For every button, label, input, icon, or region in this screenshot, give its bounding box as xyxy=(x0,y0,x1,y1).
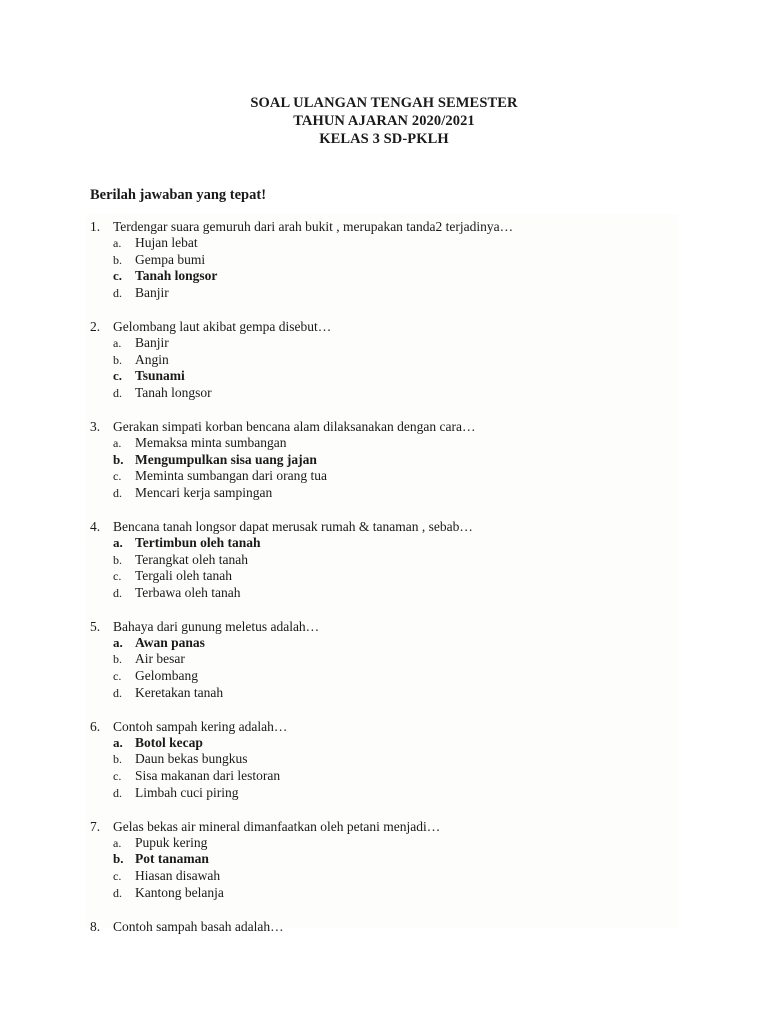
option-letter: a. xyxy=(113,634,123,650)
option-letter: d. xyxy=(113,885,122,900)
option-text: Memaksa minta sumbangan xyxy=(135,434,287,450)
option-text-answer: Mengumpulkan sisa uang jajan xyxy=(135,451,317,467)
option-text-answer: Tertimbun oleh tanah xyxy=(135,534,261,550)
option-letter: d. xyxy=(113,485,122,500)
question-1 xyxy=(90,218,670,301)
option-letter: c. xyxy=(113,769,122,784)
question-text: Gelombang laut akibat gempa disebut… xyxy=(113,318,332,334)
question-number: 6. xyxy=(90,718,101,734)
option-letter: d. xyxy=(113,585,122,600)
option-letter: b. xyxy=(113,752,122,767)
option-text: Gempa bumi xyxy=(135,251,206,267)
option-text: Mencari kerja sampingan xyxy=(135,484,273,500)
option-text: Banjir xyxy=(135,284,169,300)
option-text: Daun bekas bungkus xyxy=(135,751,248,767)
option-letter: b. xyxy=(113,451,124,467)
school-year: TAHUN AJARAN 2020/2021 xyxy=(293,113,475,129)
question-number: 2. xyxy=(90,318,101,334)
option-text: Gelombang xyxy=(135,668,198,684)
question-7 xyxy=(90,818,670,901)
question-number: 1. xyxy=(90,219,101,234)
class-label: KELAS 3 SD-PKLH xyxy=(319,131,449,147)
option-text: Meminta sumbangan dari orang tua xyxy=(135,468,327,484)
option-text: Air besar xyxy=(135,651,185,667)
option-letter: a. xyxy=(113,534,123,550)
option-text-answer: Tanah longsor xyxy=(135,268,218,284)
option-text-answer: Pot tanaman xyxy=(135,851,209,867)
option-text: Sisa makanan dari lestoran xyxy=(135,768,281,784)
question-3 xyxy=(90,418,670,501)
option-letter: d. xyxy=(113,285,122,300)
option-letter: d. xyxy=(113,685,122,700)
option-letter: c. xyxy=(113,669,122,684)
question-text: Bencana tanah longsor dapat merusak rumah & tanaman , sebab… xyxy=(113,518,473,534)
option-text-answer: Tsunami xyxy=(135,368,185,384)
option-text: Hujan lebat xyxy=(135,235,198,250)
question-2 xyxy=(90,318,670,401)
question-number: 3. xyxy=(90,418,101,434)
option-letter: a. xyxy=(113,236,122,250)
option-text: Limbah cuci piring xyxy=(135,784,239,800)
option-text: Kantong belanja xyxy=(135,884,224,900)
question-text: Gerakan simpati korban bencana alam dilaksanakan dengan cara… xyxy=(113,418,476,434)
question-6 xyxy=(90,718,670,801)
option-text: Banjir xyxy=(135,334,169,350)
option-text: Terangkat oleh tanah xyxy=(135,551,249,567)
question-list xyxy=(90,218,670,951)
question-number: 8. xyxy=(90,918,101,934)
question-text: Contoh sampah kering adalah… xyxy=(113,718,288,734)
option-letter: b. xyxy=(113,652,122,667)
question-text: Contoh sampah basah adalah… xyxy=(113,918,284,934)
option-letter: a. xyxy=(113,335,122,350)
option-letter: a. xyxy=(113,435,122,450)
question-4 xyxy=(90,518,670,601)
question-8 xyxy=(90,918,670,935)
option-text: Hiasan disawah xyxy=(135,868,221,883)
option-text: Keretakan tanah xyxy=(135,684,224,700)
option-text: Tergali oleh tanah xyxy=(135,568,233,584)
question-number: 5. xyxy=(90,618,101,634)
option-letter: b. xyxy=(113,352,122,367)
option-letter: c. xyxy=(113,869,122,883)
question-number: 4. xyxy=(90,518,101,534)
option-letter: a. xyxy=(113,734,123,750)
option-letter: d. xyxy=(113,785,122,800)
question-5 xyxy=(90,618,670,701)
option-text: Tanah longsor xyxy=(135,384,212,400)
exam-title: SOAL ULANGAN TENGAH SEMESTER xyxy=(250,95,518,111)
question-text: Gelas bekas air mineral dimanfaatkan oleh petani menjadi… xyxy=(113,818,441,834)
option-letter: c. xyxy=(113,368,123,384)
option-letter: c. xyxy=(113,569,122,584)
option-letter: c. xyxy=(113,469,122,484)
option-letter: d. xyxy=(113,385,122,400)
option-letter: b. xyxy=(113,851,124,867)
option-letter: b. xyxy=(113,252,122,267)
option-text: Pupuk kering xyxy=(135,834,208,850)
option-text-answer: Awan panas xyxy=(135,634,205,650)
instruction-text: Berilah jawaban yang tepat! xyxy=(90,187,267,203)
question-number: 7. xyxy=(90,818,101,834)
question-text: Bahaya dari gunung meletus adalah… xyxy=(113,618,320,634)
question-text: Terdengar suara gemuruh dari arah bukit , merupakan tanda2 terjadinya… xyxy=(113,219,514,234)
option-text-answer: Botol kecap xyxy=(135,734,203,750)
option-letter: a. xyxy=(113,835,122,850)
option-letter: c. xyxy=(113,268,123,284)
exam-header xyxy=(0,94,768,148)
option-letter: b. xyxy=(113,552,122,567)
option-text: Angin xyxy=(135,351,169,367)
option-text: Terbawa oleh tanah xyxy=(135,584,241,600)
